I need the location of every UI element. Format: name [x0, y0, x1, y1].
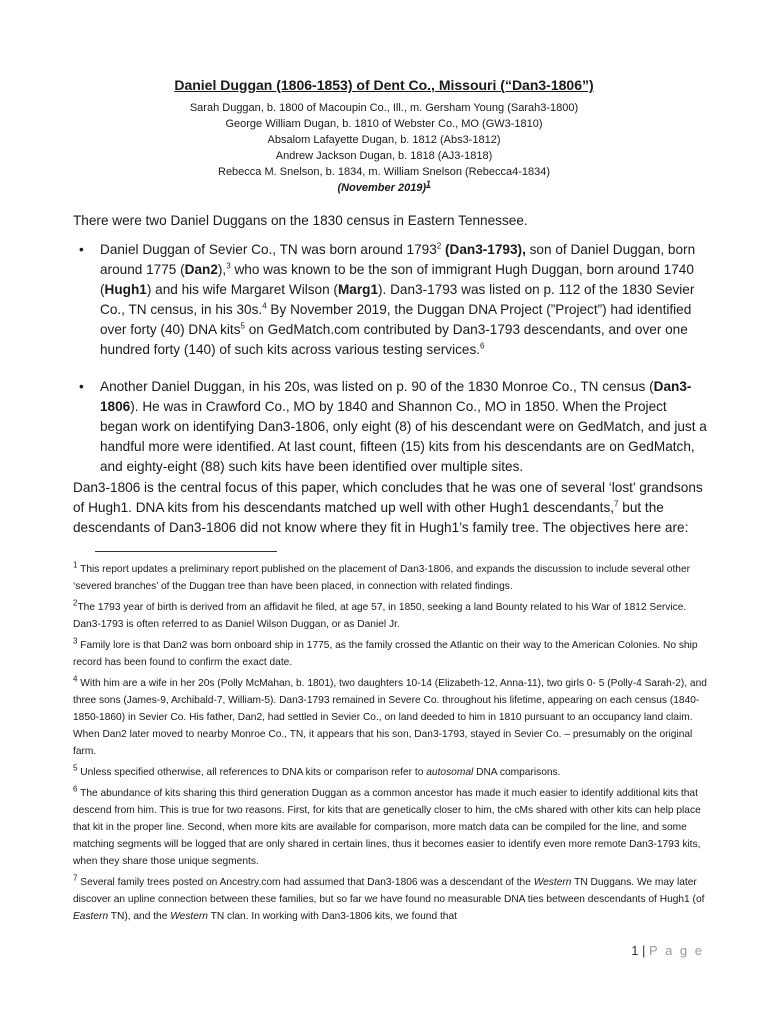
footnote-number: 7 [73, 873, 78, 883]
text: Daniel Duggan of Sevier Co., TN was born around 1793 [100, 242, 437, 257]
bold-text: (Dan3-1793), [441, 242, 526, 257]
footnote-text: TN clan. In working with Dan3-1806 kits, we found that [207, 911, 457, 922]
document-header [0, 76, 768, 196]
document-date [0, 180, 768, 196]
italic-text: autosomal [426, 767, 474, 778]
footnote-number: 2 [73, 598, 78, 608]
text: but the descendants of Dan3-1806 did not know where they fit in Hugh1’s family tree. The objectives here are: [73, 500, 689, 535]
page-number: 1 [631, 943, 639, 958]
bullet-icon: • [79, 242, 84, 257]
footnote-text: TN Duggans. We may later discover an upline connection between these families, but so far we have found no measurable DNA ties between descendants of Hugh1 (of [73, 877, 705, 905]
footnote-ref[interactable]: 5 [240, 321, 245, 331]
footnote-1 [73, 561, 707, 595]
footer-separator: | [638, 943, 650, 958]
footnote-number: 3 [73, 636, 78, 646]
bullet-item-dan3-1793 [73, 240, 707, 360]
subject-line: Absalom Lafayette Dugan, b. 1812 (Abs3-1812) [267, 134, 501, 146]
bold-text: Dan2 [184, 262, 218, 277]
footnote-ref[interactable]: 6 [480, 341, 485, 351]
italic-text: Western [533, 877, 572, 888]
footnote-number: 5 [73, 763, 78, 773]
footnote-ref[interactable]: 2 [436, 241, 442, 251]
text: who was known to be the son of immigrant Hugh Duggan, born around 1740 ( [100, 262, 694, 297]
subject-line: Andrew Jackson Dugan, b. 1818 (AJ3-1818) [275, 150, 493, 162]
text: ). He was in Crawford Co., MO by 1840 and Shannon Co., MO in 1850. When the Project began work on identifying Dan3-1806, only eight (8) of his descendant were on GedMatch, and just a handful more were identified. At last count, fifteen (15) kits from his descendants are on GedMatch, and eighty-eight (88) such kits have been identified over multiple sites. [100, 399, 707, 474]
footnote-text: TN), and the [108, 911, 171, 922]
footnote-text: The 1793 year of birth is derived from an affidavit he filed, at age 57, in 1850, seeking a land Bounty related to his War of 1812 Service. Dan3-1793 is often referred to as Daniel Wilson Duggan, or as Daniel Jr. [73, 602, 687, 630]
intro-paragraph: There were two Daniel Duggans on the 1830 census in Eastern Tennessee. [73, 213, 528, 228]
footnote-text: Several family trees posted on Ancestry.com had assumed that Dan3-1806 was a descendant of the [77, 877, 534, 888]
footnote-2 [73, 599, 707, 633]
footnote-7 [73, 874, 707, 925]
bullet-item-dan3-1806 [73, 377, 707, 477]
footnote-text: The abundance of kits sharing this third generation Duggan as a common ancestor has made it much easier to identify additional kits that descend from him. This is true for two reasons. First, for kits that are genetically closer to him, the cMs shared with other kits can help place that kit in the proper line. Second, when more kits are available for comparison, more match data can be compiled for the line, and some matching segments will be logged that are only shared in certain lines, thus it becomes easier to identify even more remote Dan3-1793 kits, when they share those unique segments. [73, 788, 701, 867]
footnote-ref[interactable]: 4 [262, 301, 267, 311]
page-footer [631, 943, 704, 958]
date-text: (November 2019) [337, 182, 427, 194]
text: on GedMatch.com contributed by Dan3-1793 descendants, and over one hundred forty (140) of such kits across various testing services. [100, 322, 688, 357]
page-label: P a g e [649, 943, 704, 958]
text: Dan3-1806 is the central focus of this paper, which concludes that he was one of several ‘lost’ grandsons of Hugh1. DNA kits from his descendants matched up well with other Hugh1 descendants, [73, 480, 703, 515]
footnote-ref[interactable]: 3 [226, 261, 231, 271]
bold-text: Dan3-1806 [100, 379, 692, 414]
document-title: Daniel Duggan (1806-1853) of Dent Co., Missouri (“Dan3-1806”) [174, 77, 594, 93]
footnote-divider [95, 551, 277, 552]
footnote-number: 1 [73, 560, 78, 570]
footnote-3 [73, 637, 707, 671]
footnote-4 [73, 675, 707, 760]
subject-line: Sarah Duggan, b. 1800 of Macoupin Co., Ill., m. Gersham Young (Sarah3-1800) [189, 102, 579, 114]
footnote-text: Family lore is that Dan2 was born onboard ship in 1775, as the family crossed the Atlantic on their way to the American Colonies. No ship record has been found to confirm the exact date. [73, 640, 698, 668]
footnote-5 [73, 764, 707, 781]
text: ). Dan3-1793 was listed on p. 112 of the 1830 Sevier Co., TN census, in his 30s. [100, 282, 695, 317]
bullet-icon: • [79, 379, 84, 394]
bold-text: Marg1 [337, 282, 379, 297]
focus-paragraph [73, 478, 707, 538]
footnote-text: Unless specified otherwise, all references to DNA kits or comparison refer to [77, 767, 427, 778]
footnote-number: 6 [73, 784, 78, 794]
footnote-text: DNA comparisons. [473, 767, 561, 778]
footnote-text: This report updates a preliminary report published on the placement of Dan3-1806, and expands the discussion to include several other ‘severed branches’ of the Duggan tree than have been placed, in connection with related findings. [73, 564, 691, 592]
text: ), [217, 262, 227, 277]
italic-text: Eastern [73, 911, 109, 922]
footnote-ref[interactable]: 7 [614, 499, 619, 509]
footnote-number: 4 [73, 674, 78, 684]
footnotes [73, 561, 707, 929]
footnote-text: With him are a wife in her 20s (Polly McMahan, b. 1801), two daughters 10-14 (Elizabeth-12, Anna-11), two girls 0- 5 (Polly-4 Sarah-2), and three sons (James-9, Archibald-7, William-5). Dan3-1793 remained in Severe Co. throughout his lifetime, appearing on each census (1840-1850-1860) in Sevier Co. His father, Dan2, had settled in Sevier Co., on land deeded to him in 1810 pursuant to an occupancy land claim. When Dan2 later moved to nearby Monroe Co., TN, it appears that his son, Dan3-1793, stayed in Sevier Co. – presumably on the original farm. [73, 678, 707, 757]
italic-text: Western [170, 911, 208, 922]
text: ) and his wife Margaret Wilson ( [146, 282, 338, 297]
bold-text: Hugh1 [104, 282, 147, 297]
text: son of Daniel Duggan, born around 1775 ( [100, 242, 696, 277]
footnote-6 [73, 785, 707, 870]
text: Another Daniel Duggan, in his 20s, was listed on p. 90 of the 1830 Monroe Co., TN census ( [100, 379, 654, 394]
subject-line: George William Dugan, b. 1810 of Webster Co., MO (GW3-1810) [225, 118, 543, 130]
bullet-list [73, 240, 707, 494]
subject-line: Rebecca M. Snelson, b. 1834, m. William Snelson (Rebecca4-1834) [218, 166, 550, 178]
text: By November 2019, the Duggan DNA Project (”Project”) had identified over forty (40) DNA kits [100, 302, 692, 337]
footnote-ref[interactable]: 1 [426, 179, 431, 189]
